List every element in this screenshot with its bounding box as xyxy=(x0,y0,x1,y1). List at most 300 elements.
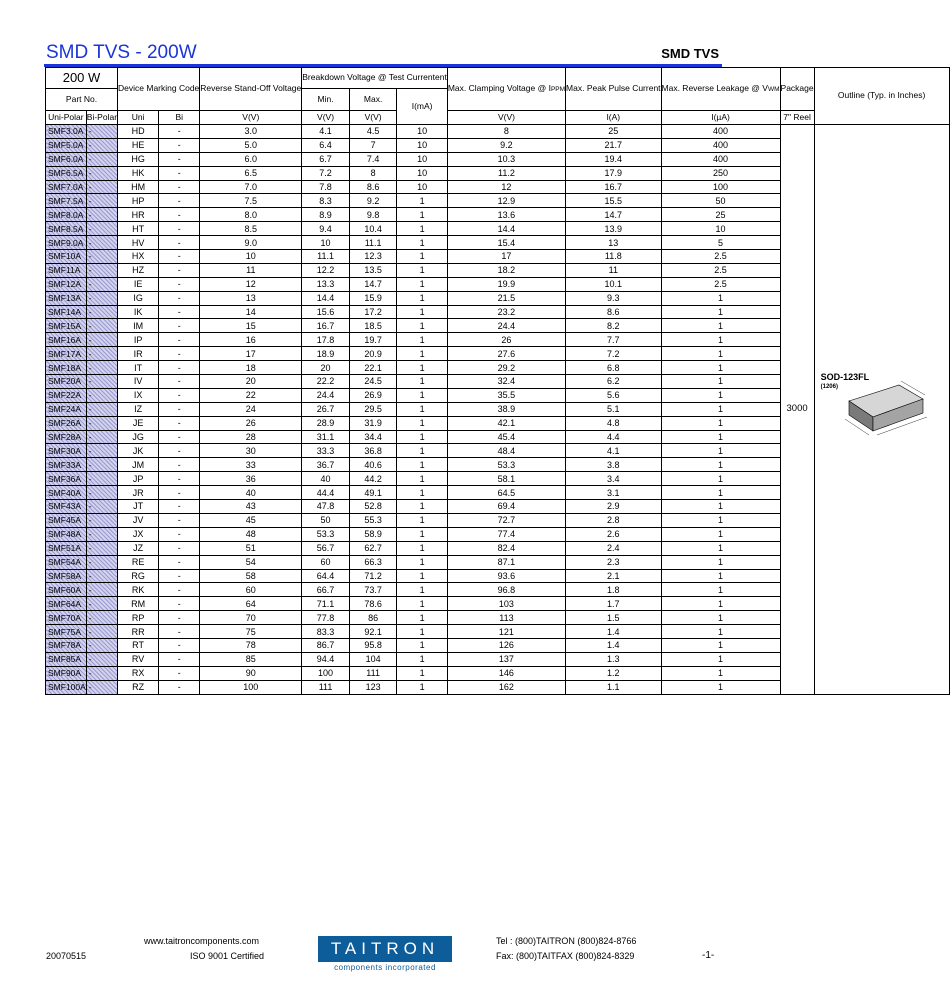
marking-bi-cell: - xyxy=(159,333,200,347)
ir-cell: 1 xyxy=(661,541,780,555)
vc-cell: 24.4 xyxy=(447,319,565,333)
vbr-min-cell: 15.6 xyxy=(302,305,350,319)
uni-part-cell: SMF6.5A xyxy=(46,166,87,180)
bi-part-cell: - xyxy=(86,583,117,597)
ipp-cell: 13 xyxy=(566,236,661,250)
it-cell: 1 xyxy=(397,291,447,305)
ir-cell: 1 xyxy=(661,597,780,611)
ir-cell: 1 xyxy=(661,569,780,583)
part-no-header: Part No. xyxy=(46,89,118,111)
it-cell: 10 xyxy=(397,152,447,166)
reverse-leakage-header: Max. Reverse Leakage @ VWM xyxy=(661,68,780,111)
vbr-min-cell: 36.7 xyxy=(302,458,350,472)
vc-cell: 19.9 xyxy=(447,277,565,291)
marking-uni-cell: IM xyxy=(118,319,159,333)
ir-cell: 400 xyxy=(661,138,780,152)
bi-part-cell: - xyxy=(86,555,117,569)
outline-cell xyxy=(814,125,949,695)
ipp-cell: 6.2 xyxy=(566,375,661,389)
ir-cell: 1 xyxy=(661,652,780,666)
it-cell: 1 xyxy=(397,652,447,666)
uni-part-cell: SMF28A xyxy=(46,430,87,444)
vc-cell: 38.9 xyxy=(447,402,565,416)
marking-bi-cell: - xyxy=(159,152,200,166)
bi-part-cell: - xyxy=(86,402,117,416)
vc-cell: 11.2 xyxy=(447,166,565,180)
marking-bi-header: Bi xyxy=(159,111,200,125)
vbr-min-cell: 33.3 xyxy=(302,444,350,458)
marking-uni-cell: HP xyxy=(118,194,159,208)
vbr-max-cell: 15.9 xyxy=(349,291,397,305)
ipp-cell: 8.6 xyxy=(566,305,661,319)
marking-uni-cell: RR xyxy=(118,625,159,639)
it-cell: 1 xyxy=(397,500,447,514)
vc-cell: 42.1 xyxy=(447,416,565,430)
vwm-cell: 8.5 xyxy=(200,222,302,236)
vc-cell: 69.4 xyxy=(447,500,565,514)
marking-bi-cell: - xyxy=(159,250,200,264)
marking-uni-cell: IZ xyxy=(118,402,159,416)
package-qty-cell: 3000 xyxy=(780,125,814,695)
vbr-min-cell: 13.3 xyxy=(302,277,350,291)
bi-part-cell: - xyxy=(86,569,117,583)
uni-part-cell: SMF8.5A xyxy=(46,222,87,236)
it-cell: 10 xyxy=(397,180,447,194)
bi-part-cell: - xyxy=(86,319,117,333)
uni-part-cell: SMF58A xyxy=(46,569,87,583)
marking-uni-cell: RK xyxy=(118,583,159,597)
it-cell: 10 xyxy=(397,166,447,180)
it-cell: 1 xyxy=(397,347,447,361)
marking-bi-cell: - xyxy=(159,236,200,250)
uni-part-cell: SMF51A xyxy=(46,541,87,555)
ir-cell: 1 xyxy=(661,625,780,639)
vc-cell: 93.6 xyxy=(447,569,565,583)
ipp-cell: 3.8 xyxy=(566,458,661,472)
ipp-cell: 13.9 xyxy=(566,222,661,236)
bi-part-cell: - xyxy=(86,208,117,222)
vc-cell: 64.5 xyxy=(447,486,565,500)
vbr-min-cell: 100 xyxy=(302,666,350,680)
bi-part-cell: - xyxy=(86,333,117,347)
vwm-cell: 43 xyxy=(200,500,302,514)
marking-bi-cell: - xyxy=(159,541,200,555)
vbr-min-cell: 10 xyxy=(302,236,350,250)
ipp-cell: 7.7 xyxy=(566,333,661,347)
uni-part-cell: SMF11A xyxy=(46,263,87,277)
marking-bi-cell: - xyxy=(159,652,200,666)
uni-part-cell: SMF90A xyxy=(46,666,87,680)
it-cell: 1 xyxy=(397,236,447,250)
marking-uni-cell: JZ xyxy=(118,541,159,555)
uni-part-cell: SMF9.0A xyxy=(46,236,87,250)
vwm-cell: 58 xyxy=(200,569,302,583)
vc-cell: 10.3 xyxy=(447,152,565,166)
vbr-max-cell: 8.6 xyxy=(349,180,397,194)
vbr-min-cell: 71.1 xyxy=(302,597,350,611)
ipp-cell: 9.3 xyxy=(566,291,661,305)
bi-part-cell: - xyxy=(86,277,117,291)
bi-polar-header: Bi-Polar xyxy=(86,111,117,125)
bi-part-cell: - xyxy=(86,138,117,152)
marking-uni-cell: HE xyxy=(118,138,159,152)
bi-part-cell: - xyxy=(86,458,117,472)
vbr-max-cell: 123 xyxy=(349,680,397,694)
ipp-cell: 1.4 xyxy=(566,638,661,652)
it-cell: 10 xyxy=(397,125,447,139)
bi-part-cell: - xyxy=(86,638,117,652)
standoff-voltage-header: Reverse Stand-Off Voltage xyxy=(200,68,302,111)
vbr-min-cell: 83.3 xyxy=(302,625,350,639)
vbr-min-cell: 40 xyxy=(302,472,350,486)
vwm-cell: 12 xyxy=(200,277,302,291)
vwm-cell: 15 xyxy=(200,319,302,333)
vbr-max-cell: 34.4 xyxy=(349,430,397,444)
ir-cell: 1 xyxy=(661,583,780,597)
uni-part-cell: SMF48A xyxy=(46,527,87,541)
marking-uni-cell: RZ xyxy=(118,680,159,694)
vbr-max-cell: 14.7 xyxy=(349,277,397,291)
ir-cell: 400 xyxy=(661,152,780,166)
bi-part-cell: - xyxy=(86,180,117,194)
marking-uni-cell: JP xyxy=(118,472,159,486)
vwm-cell: 48 xyxy=(200,527,302,541)
ir-cell: 1 xyxy=(661,500,780,514)
marking-bi-cell: - xyxy=(159,125,200,139)
bi-part-cell: - xyxy=(86,291,117,305)
it-cell: 1 xyxy=(397,583,447,597)
vwm-cell: 30 xyxy=(200,444,302,458)
vbr-min-cell: 28.9 xyxy=(302,416,350,430)
vbr-max-cell: 71.2 xyxy=(349,569,397,583)
marking-bi-cell: - xyxy=(159,638,200,652)
marking-bi-cell: - xyxy=(159,597,200,611)
vwm-cell: 70 xyxy=(200,611,302,625)
it-cell: 1 xyxy=(397,194,447,208)
vc-cell: 77.4 xyxy=(447,527,565,541)
vwm-cell: 78 xyxy=(200,638,302,652)
it-cell: 1 xyxy=(397,305,447,319)
vwm-cell: 9.0 xyxy=(200,236,302,250)
outline-package-sublabel: (1206) xyxy=(820,384,838,391)
bi-part-cell: - xyxy=(86,125,117,139)
vbr-min-cell: 31.1 xyxy=(302,430,350,444)
vbr-min-cell: 8.9 xyxy=(302,208,350,222)
page-title: SMD TVS - 200W xyxy=(46,42,197,63)
vbr-max-cell: 52.8 xyxy=(349,500,397,514)
marking-bi-cell: - xyxy=(159,416,200,430)
marking-uni-cell: HM xyxy=(118,180,159,194)
vc-cell: 32.4 xyxy=(447,375,565,389)
vc-cell: 12 xyxy=(447,180,565,194)
vwm-cell: 75 xyxy=(200,625,302,639)
marking-uni-cell: HT xyxy=(118,222,159,236)
vbr-max-cell: 13.5 xyxy=(349,263,397,277)
vbr-min-cell: 86.7 xyxy=(302,638,350,652)
uni-part-cell: SMF85A xyxy=(46,652,87,666)
vwm-cell: 16 xyxy=(200,333,302,347)
vwm-cell: 17 xyxy=(200,347,302,361)
vc-cell: 121 xyxy=(447,625,565,639)
fax: Fax: (800)TAITFAX (800)824-8329 xyxy=(496,951,635,961)
marking-uni-cell: RX xyxy=(118,666,159,680)
marking-bi-cell: - xyxy=(159,569,200,583)
vbr-max-cell: 18.5 xyxy=(349,319,397,333)
uni-part-cell: SMF20A xyxy=(46,375,87,389)
marking-uni-cell: HG xyxy=(118,152,159,166)
vbr-min-cell: 56.7 xyxy=(302,541,350,555)
vc-cell: 12.9 xyxy=(447,194,565,208)
series-label: SMD TVS xyxy=(661,46,719,61)
vwm-cell: 6.5 xyxy=(200,166,302,180)
telephone: Tel : (800)TAITRON (800)824-8766 xyxy=(496,936,637,946)
marking-bi-cell: - xyxy=(159,361,200,375)
vwm-cell: 90 xyxy=(200,666,302,680)
bi-part-cell: - xyxy=(86,472,117,486)
marking-bi-cell: - xyxy=(159,625,200,639)
vbr-max-cell: 73.7 xyxy=(349,583,397,597)
ir-cell: 1 xyxy=(661,402,780,416)
ir-cell: 1 xyxy=(661,666,780,680)
ipp-cell: 19.4 xyxy=(566,152,661,166)
ir-cell: 1 xyxy=(661,472,780,486)
vbr-max-cell: 58.9 xyxy=(349,527,397,541)
vbr-min-cell: 50 xyxy=(302,513,350,527)
marking-bi-cell: - xyxy=(159,583,200,597)
marking-uni-cell: IV xyxy=(118,375,159,389)
vwm-cell: 100 xyxy=(200,680,302,694)
vwm-cell: 10 xyxy=(200,250,302,264)
ipp-cell: 15.5 xyxy=(566,194,661,208)
vc-cell: 103 xyxy=(447,597,565,611)
ipp-cell: 25 xyxy=(566,125,661,139)
vbr-max-cell: 31.9 xyxy=(349,416,397,430)
marking-uni-cell: RT xyxy=(118,638,159,652)
uni-part-cell: SMF5.0A xyxy=(46,138,87,152)
bi-part-cell: - xyxy=(86,680,117,694)
ipp-cell: 1.3 xyxy=(566,652,661,666)
marking-uni-cell: IT xyxy=(118,361,159,375)
marking-uni-cell: HZ xyxy=(118,263,159,277)
vbr-max-cell: 22.1 xyxy=(349,361,397,375)
vwm-cell: 11 xyxy=(200,263,302,277)
marking-uni-cell: RM xyxy=(118,597,159,611)
bi-part-cell: - xyxy=(86,222,117,236)
vbr-max-cell: 40.6 xyxy=(349,458,397,472)
marking-bi-cell: - xyxy=(159,666,200,680)
vbr-max-cell: 104 xyxy=(349,652,397,666)
vc-cell: 15.4 xyxy=(447,236,565,250)
marking-uni-cell: IX xyxy=(118,388,159,402)
vbr-max-cell: 36.8 xyxy=(349,444,397,458)
vbr-max-cell: 55.3 xyxy=(349,513,397,527)
marking-bi-cell: - xyxy=(159,180,200,194)
ipp-cell: 5.1 xyxy=(566,402,661,416)
marking-bi-cell: - xyxy=(159,277,200,291)
vbr-min-cell: 60 xyxy=(302,555,350,569)
marking-bi-cell: - xyxy=(159,347,200,361)
device-marking-header: Device Marking Code xyxy=(118,68,200,111)
vc-cell: 45.4 xyxy=(447,430,565,444)
vwm-cell: 28 xyxy=(200,430,302,444)
uni-part-cell: SMF70A xyxy=(46,611,87,625)
outline-header: Outline (Typ. in Inches) xyxy=(814,68,949,125)
page-number: -1- xyxy=(702,950,715,961)
vbr-max-cell: 95.8 xyxy=(349,638,397,652)
ir-cell: 1 xyxy=(661,347,780,361)
marking-bi-cell: - xyxy=(159,194,200,208)
ipp-cell: 11 xyxy=(566,263,661,277)
vc-unit-header: V(V) xyxy=(447,111,565,125)
ipp-cell: 4.4 xyxy=(566,430,661,444)
ir-cell: 1 xyxy=(661,305,780,319)
iso-certification: ISO 9001 Certified xyxy=(190,951,265,961)
vbr-max-cell: 20.9 xyxy=(349,347,397,361)
ipp-cell: 1.7 xyxy=(566,597,661,611)
vbr-min-cell: 77.8 xyxy=(302,611,350,625)
marking-bi-cell: - xyxy=(159,458,200,472)
marking-bi-cell: - xyxy=(159,527,200,541)
vc-cell: 14.4 xyxy=(447,222,565,236)
uni-polar-header: Uni-Polar xyxy=(46,111,87,125)
vwm-cell: 7.0 xyxy=(200,180,302,194)
vbr-min-cell: 20 xyxy=(302,361,350,375)
vbr-max-cell: 19.7 xyxy=(349,333,397,347)
vwm-cell: 6.0 xyxy=(200,152,302,166)
bi-part-cell: - xyxy=(86,611,117,625)
bi-part-cell: - xyxy=(86,361,117,375)
vbr-max-cell: 62.7 xyxy=(349,541,397,555)
ipp-cell: 10.1 xyxy=(566,277,661,291)
it-cell: 1 xyxy=(397,625,447,639)
marking-uni-cell: IG xyxy=(118,291,159,305)
vbr-min-cell: 22.2 xyxy=(302,375,350,389)
ipp-cell: 14.7 xyxy=(566,208,661,222)
it-cell: 1 xyxy=(397,319,447,333)
vwm-cell: 54 xyxy=(200,555,302,569)
vbr-min-cell: 66.7 xyxy=(302,583,350,597)
bi-part-cell: - xyxy=(86,527,117,541)
vbr-max-cell: 44.2 xyxy=(349,472,397,486)
vbr-min-cell: 9.4 xyxy=(302,222,350,236)
vbr-max-cell: 9.8 xyxy=(349,208,397,222)
reel-header: 7" Reel xyxy=(780,111,814,125)
it-cell: 1 xyxy=(397,555,447,569)
marking-bi-cell: - xyxy=(159,263,200,277)
ir-cell: 1 xyxy=(661,430,780,444)
bi-part-cell: - xyxy=(86,625,117,639)
bi-part-cell: - xyxy=(86,250,117,264)
bi-part-cell: - xyxy=(86,486,117,500)
uni-part-cell: SMF43A xyxy=(46,500,87,514)
breakdown-max-header: Max. xyxy=(349,89,397,111)
marking-uni-cell: IE xyxy=(118,277,159,291)
vwm-cell: 22 xyxy=(200,388,302,402)
sod123fl-outline-diagram xyxy=(815,369,949,449)
vc-cell: 9.2 xyxy=(447,138,565,152)
vwm-cell: 8.0 xyxy=(200,208,302,222)
ipp-cell: 3.4 xyxy=(566,472,661,486)
table-row xyxy=(46,125,950,139)
marking-bi-cell: - xyxy=(159,555,200,569)
marking-uni-cell: JT xyxy=(118,500,159,514)
vbr-max-cell: 92.1 xyxy=(349,625,397,639)
vwm-cell: 26 xyxy=(200,416,302,430)
vbr-min-cell: 7.2 xyxy=(302,166,350,180)
company-logo-subtitle: components incorporated xyxy=(334,963,436,972)
ir-cell: 1 xyxy=(661,611,780,625)
vbr-max-cell: 78.6 xyxy=(349,597,397,611)
uni-part-cell: SMF64A xyxy=(46,597,87,611)
vwm-cell: 14 xyxy=(200,305,302,319)
uni-part-cell: SMF14A xyxy=(46,305,87,319)
uni-part-cell: SMF26A xyxy=(46,416,87,430)
ir-cell: 1 xyxy=(661,361,780,375)
ir-cell: 10 xyxy=(661,222,780,236)
vwm-cell: 33 xyxy=(200,458,302,472)
bi-part-cell: - xyxy=(86,416,117,430)
bi-part-cell: - xyxy=(86,305,117,319)
outline-package-label: SOD-123FL xyxy=(820,372,870,383)
uni-part-cell: SMF6.0A xyxy=(46,152,87,166)
vwm-cell: 24 xyxy=(200,402,302,416)
it-cell: 1 xyxy=(397,680,447,694)
uni-part-cell: SMF60A xyxy=(46,583,87,597)
marking-bi-cell: - xyxy=(159,291,200,305)
it-cell: 1 xyxy=(397,569,447,583)
ir-cell: 250 xyxy=(661,166,780,180)
vbr-min-cell: 111 xyxy=(302,680,350,694)
company-logo: TAITRON xyxy=(318,936,452,962)
marking-bi-cell: - xyxy=(159,680,200,694)
document-date: 20070515 xyxy=(46,951,87,961)
vc-cell: 17 xyxy=(447,250,565,264)
it-cell: 1 xyxy=(397,513,447,527)
vwm-unit-header: V(V) xyxy=(200,111,302,125)
vbr-max-cell: 86 xyxy=(349,611,397,625)
it-cell: 1 xyxy=(397,527,447,541)
it-cell: 1 xyxy=(397,388,447,402)
marking-uni-cell: RV xyxy=(118,652,159,666)
uni-part-cell: SMF40A xyxy=(46,486,87,500)
vc-cell: 35.5 xyxy=(447,388,565,402)
it-cell: 1 xyxy=(397,430,447,444)
vc-cell: 29.2 xyxy=(447,361,565,375)
bi-part-cell: - xyxy=(86,375,117,389)
vbr-max-cell: 24.5 xyxy=(349,375,397,389)
ir-cell: 1 xyxy=(661,513,780,527)
it-cell: 1 xyxy=(397,416,447,430)
vbr-min-cell: 26.7 xyxy=(302,402,350,416)
vc-cell: 48.4 xyxy=(447,444,565,458)
it-cell: 1 xyxy=(397,263,447,277)
uni-part-cell: SMF36A xyxy=(46,472,87,486)
it-cell: 1 xyxy=(397,638,447,652)
marking-uni-cell: RG xyxy=(118,569,159,583)
bi-part-cell: - xyxy=(86,541,117,555)
ipp-cell: 16.7 xyxy=(566,180,661,194)
vwm-cell: 45 xyxy=(200,513,302,527)
uni-part-cell: SMF16A xyxy=(46,333,87,347)
bi-part-cell: - xyxy=(86,513,117,527)
vc-cell: 53.3 xyxy=(447,458,565,472)
marking-uni-cell: JV xyxy=(118,513,159,527)
marking-uni-cell: HV xyxy=(118,236,159,250)
it-cell: 1 xyxy=(397,250,447,264)
uni-part-cell: SMF13A xyxy=(46,291,87,305)
marking-bi-cell: - xyxy=(159,305,200,319)
ipp-cell: 4.1 xyxy=(566,444,661,458)
